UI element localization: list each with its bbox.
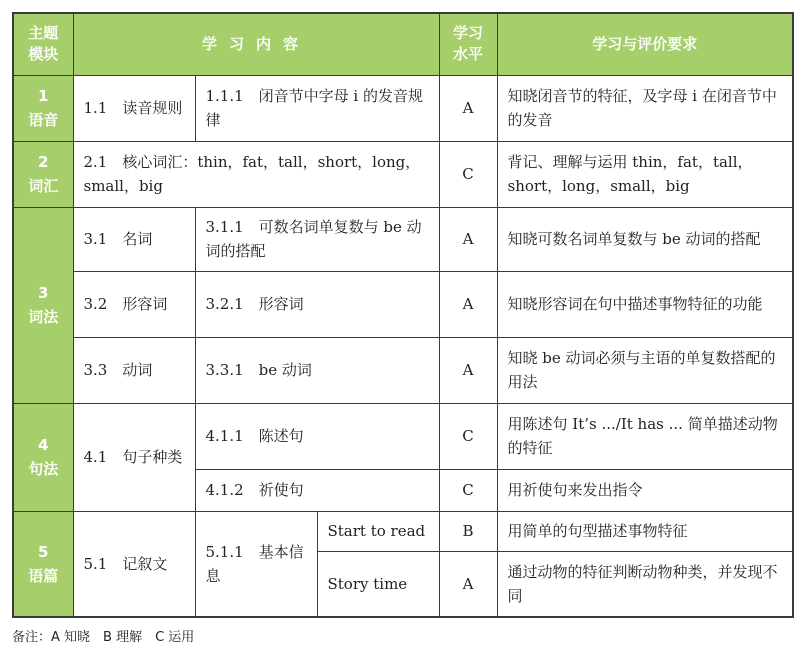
table-row bbox=[13, 403, 793, 469]
content-cell: 4.1 句子种类 bbox=[73, 403, 195, 511]
module-syntax: 4 句法 bbox=[13, 403, 73, 511]
table-row bbox=[13, 337, 793, 403]
level-cell: C bbox=[439, 141, 497, 207]
content-cell: 3.3.1 be 动词 bbox=[195, 337, 439, 403]
header-level: 学习 水平 bbox=[439, 13, 497, 75]
curriculum-table bbox=[12, 12, 794, 618]
level-cell: A bbox=[439, 75, 497, 141]
module-morphology: 3 词法 bbox=[13, 207, 73, 403]
level-cell: A bbox=[439, 207, 497, 271]
requirement-cell: 知晓 be 动词必须与主语的单复数搭配的用法 bbox=[497, 337, 793, 403]
content-cell: 3.2 形容词 bbox=[73, 271, 195, 337]
level-cell: A bbox=[439, 551, 497, 617]
module-phonetics: 1 语音 bbox=[13, 75, 73, 141]
footnote: 备注：A 知晓 B 理解 C 运用 bbox=[12, 630, 195, 645]
requirement-cell: 用简单的句型描述事物特征 bbox=[497, 511, 793, 551]
level-cell: C bbox=[439, 403, 497, 469]
content-cell: Story time bbox=[317, 551, 439, 617]
level-cell: A bbox=[439, 337, 497, 403]
header-requirement: 学习与评价要求 bbox=[497, 13, 793, 75]
requirement-cell: 用祈使句来发出指令 bbox=[497, 469, 793, 511]
requirement-cell: 通过动物的特征判断动物种类，并发现不同 bbox=[497, 551, 793, 617]
table-row bbox=[13, 511, 793, 551]
content-cell: 4.1.2 祈使句 bbox=[195, 469, 439, 511]
content-cell: 5.1 记叙文 bbox=[73, 511, 195, 617]
requirement-cell: 知晓可数名词单复数与 be 动词的搭配 bbox=[497, 207, 793, 271]
level-cell: C bbox=[439, 469, 497, 511]
content-cell: 2.1 核心词汇：thin，fat，tall，short，long，small，big bbox=[73, 141, 439, 207]
content-cell: 3.2.1 形容词 bbox=[195, 271, 439, 337]
table-row bbox=[13, 141, 793, 207]
content-cell: 3.3 动词 bbox=[73, 337, 195, 403]
content-cell: 3.1 名词 bbox=[73, 207, 195, 271]
content-cell: 5.1.1 基本信息 bbox=[195, 511, 317, 617]
content-cell: 1.1 读音规则 bbox=[73, 75, 195, 141]
module-discourse: 5 语篇 bbox=[13, 511, 73, 617]
requirement-cell: 知晓形容词在句中描述事物特征的功能 bbox=[497, 271, 793, 337]
content-cell: 1.1.1 闭音节中字母 i 的发音规律 bbox=[195, 75, 439, 141]
requirement-cell: 背记、理解与运用 thin，fat，tall，short，long，small，big bbox=[497, 141, 793, 207]
level-cell: B bbox=[439, 511, 497, 551]
module-vocabulary: 2 词汇 bbox=[13, 141, 73, 207]
table-row bbox=[13, 75, 793, 141]
requirement-cell: 知晓闭音节的特征，及字母 i 在闭音节中的发音 bbox=[497, 75, 793, 141]
header-row bbox=[13, 13, 793, 75]
header-module: 主题 模块 bbox=[13, 13, 73, 75]
header-content: 学习内容 bbox=[73, 13, 439, 75]
content-cell: 4.1.1 陈述句 bbox=[195, 403, 439, 469]
table-row bbox=[13, 207, 793, 271]
table-row bbox=[13, 271, 793, 337]
content-cell: Start to read bbox=[317, 511, 439, 551]
requirement-cell: 用陈述句 It’s .../It has ... 简单描述动物的特征 bbox=[497, 403, 793, 469]
content-cell: 3.1.1 可数名词单复数与 be 动词的搭配 bbox=[195, 207, 439, 271]
level-cell: A bbox=[439, 271, 497, 337]
